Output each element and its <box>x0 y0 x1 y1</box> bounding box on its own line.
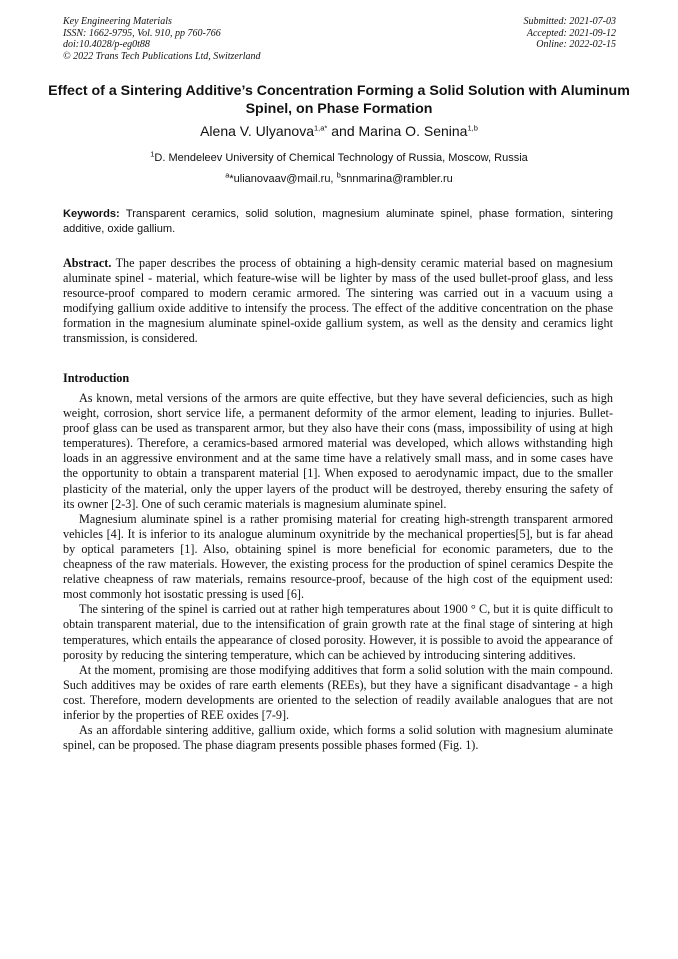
affiliation-text: D. Mendeleev University of Chemical Technology of Russia, Moscow, Russia <box>154 152 528 164</box>
email-mark: b <box>336 170 341 180</box>
author-affiliation-mark: 1,a* <box>314 123 328 133</box>
paragraph: As known, metal versions of the armors are quite effective, but they have several deficiencies, such as high weight, corrosion, short service life, a permanent deformity of the armor element, leading to injuries. Bullet-proof glass can be used as transparent armor, but they also have their cons (mass, impossibility of using at high temperatures). Therefore, a ceramics-based armored material was developed, which allows withstanding high loads in an aggressive environment and at the same time have a relatively small mass, and in some cases have the opportunity to obtain a transparent material [1]. When exposed to aerodynamic impact, due to the smaller plasticity of the material, only the upper layers of the product will be destroyed, thereby ensuring the safety of its owner [2-3]. One of such ceramic materials is magnesium aluminate spinel. <box>63 391 613 511</box>
email-link[interactable]: snnmarina@rambler.ru <box>340 173 453 185</box>
author-name: Alena V. Ulyanova <box>200 123 314 139</box>
email-link[interactable]: *ulianovaav@mail.ru, <box>229 173 337 185</box>
abstract-block <box>63 256 617 347</box>
paragraph: Magnesium aluminate spinel is a rather promising material for creating high-strength transparent armored vehicles [4]. It is inferior to its analogue aluminum oxynitride by the mechanical properties[5], but is far ahead by optical parameters [1]. Also, obtaining spinel is more beneficial for economic parameters, due to the cheapness of the raw materials. However, the existing process for the production of spinel ceramics Despite the relative cheapness of raw materials, remains resource-proof, because of the high cost of the equipment used: most commonly hot isostatic pressing is used [6]. <box>63 511 613 602</box>
journal-copyright: © 2022 Trans Tech Publications Ltd, Switzerland <box>63 50 261 62</box>
date-accepted: Accepted: 2021-09-12 <box>526 27 616 39</box>
section-heading: Introduction <box>63 371 130 385</box>
paragraph: At the moment, promising are those modifying additives that form a solid solution with the main compound. Such additives may be oxides of rare earth elements (REEs), but they have a significant disadvantage - a high cost. Therefore, modern developments are oriented to the selection of readily available analogues that are not inferior by the properties of REE oxides [7-9]. <box>63 662 613 722</box>
keywords-block <box>63 207 617 236</box>
abstract-text: The paper describes the process of obtaining a high-density ceramic material based on magnesium aluminate spinel - material, which feature-wise will be lighter by mass of the used bullet-proof glass, and less resource-proof compared to modern ceramic armored. The sintering was carried out in a vacuum using a modifying gallium oxide additive to intensify the process. The effect of the additive concentration on the phase formation in the magnesium aluminate spinel-oxide gallium system, as well as the density and ceramics light transmission, is considered. <box>63 256 617 346</box>
introduction-body <box>63 391 613 753</box>
paragraph: The sintering of the spinel is carried out at rather high temperatures about 1900 ° C, but it is quite difficult to obtain transparent material, due to the intensification of grain growth rate at the final stage of sintering at high temperatures, which entails the appearance of closed porosity. However, it is possible to avoid the appearance of porosity by reducing the sintering temperature, which can be achieved by introducing sintering additives. <box>63 602 613 662</box>
keywords-text: Transparent ceramics, solid solution, magnesium aluminate spinel, phase formation, sintering additive, oxide gallium. <box>63 208 617 235</box>
author-emails <box>40 172 638 186</box>
email-mark: a <box>225 170 230 180</box>
affiliation <box>40 151 638 165</box>
date-submitted: Submitted: 2021-07-03 <box>523 16 616 27</box>
affiliation-mark: 1 <box>150 149 155 159</box>
publication-dates <box>524 16 617 51</box>
date-online: Online: 2022-02-15 <box>536 39 616 50</box>
paragraph: As an affordable sintering additive, gallium oxide, which forms a solid solution with magnesium aluminate spinel, can be proposed. The phase diagram presents possible phases formed (Fig. 1). <box>63 723 613 753</box>
author-name: Marina O. Senina <box>358 123 468 139</box>
author-affiliation-mark: 1,b <box>467 123 478 133</box>
abstract-label: Abstract. <box>63 256 112 270</box>
keywords-label: Keywords: <box>63 208 120 220</box>
journal-doi: doi:10.4028/p-eg0t88 <box>63 39 150 50</box>
journal-issn: ISSN: 1662-9795, Vol. 910, pp 760-766 <box>63 27 221 39</box>
journal-info <box>63 16 261 62</box>
author-separator: and <box>327 123 359 139</box>
journal-name: Key Engineering Materials <box>63 16 172 27</box>
paper-title: Effect of a Sintering Additive’s Concentration Forming a Solid Solution with Aluminum Spinel, on Phase Formation <box>48 83 630 117</box>
author-list <box>40 122 638 140</box>
